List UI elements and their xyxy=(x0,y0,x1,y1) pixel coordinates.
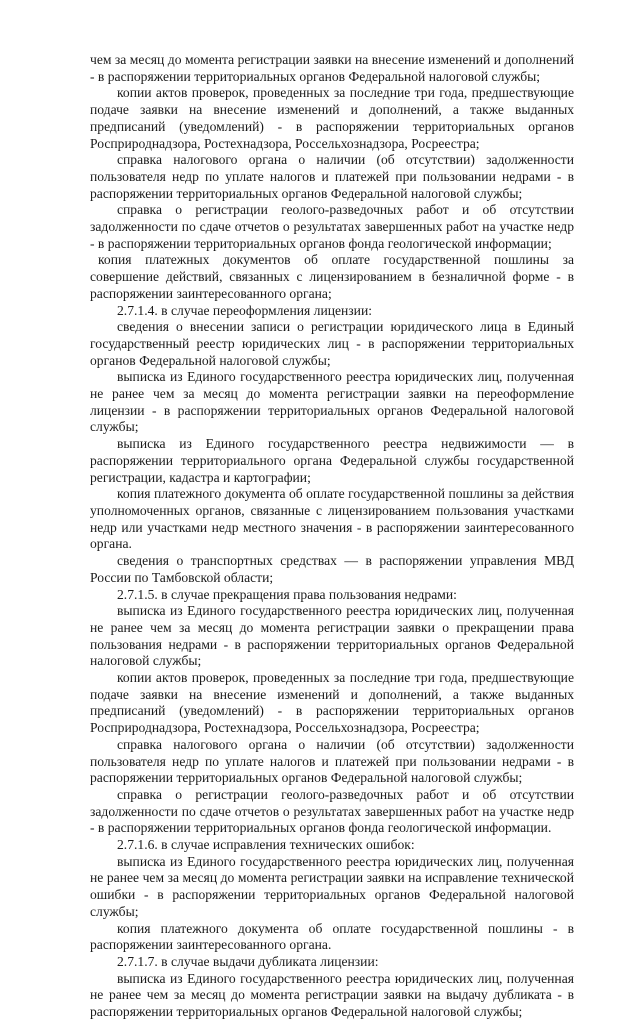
paragraph-1: чем за месяц до момента регистрации заявки на внесение изменений и дополнений - в распоряжении территориальных органов Федеральной налоговой службы; xyxy=(90,52,574,84)
paragraph-19: копия платежного документа об оплате государственной пошлины - в распоряжении заинтересованного органа. xyxy=(90,920,574,953)
paragraph-18: выписка из Единого государственного реестра юридических лиц, полученная не ранее чем за месяц до момента регистрации заявки на исправление технической ошибки - в распоряжении территориальных органов Федеральной налоговой службы; xyxy=(90,853,574,919)
paragraph-21: выписка из Единого государственного реестра юридических лиц, полученная не ранее чем за месяц до момента регистрации заявки на выдачу дубликата - в распоряжении территориальных органов Федеральной налоговой службы; xyxy=(90,970,574,1020)
paragraph-14: копии актов проверок, проведенных за последние три года, предшествующие подаче заявки на внесение изменений и дополнений, а также выданных предписаний (уведомлений) - в распоряжении территориальных органов Росприроднадзора, Ростехнадзора, Россельхознадзора, Росреестра; xyxy=(90,670,574,736)
paragraph-13: выписка из Единого государственного реестра юридических лиц, полученная не ранее чем за месяц до момента регистрации заявки о прекращении права пользования недрами - в распоряжении территориальных органов Федеральной налоговой службы; xyxy=(90,603,574,669)
paragraph-5: копия платежных документов об оплате государственной пошлины за совершение действий, связанных с лицензированием в безналичной форме - в распоряжении заинтересованного органа; xyxy=(90,252,574,301)
paragraph-15: справка налогового органа о наличии (об отсутствии) задолженности пользователя недр по уплате налогов и платежей при пользовании недрами - в распоряжении территориальных органов Федеральной налоговой службы; xyxy=(90,736,574,786)
section-heading-2-7-1-4: 2.7.1.4. в случае переоформления лицензии: xyxy=(117,302,373,318)
paragraph-9: выписка из Единого государственного реестра недвижимости — в распоряжении территориального органа Федеральной службы государственной регистрации, кадастра и картографии; xyxy=(90,436,574,485)
paragraph-2: копии актов проверок, проведенных за последние три года, предшествующие подаче заявки на внесение изменений и дополнений, а также выданных предписаний (уведомлений) - в распоряжении территориальных органов Росприроднадзора, Ростехнадзора, Россельхознадзора, Росреестра; xyxy=(90,85,574,151)
paragraph-11: сведения о транспортных средствах — в распоряжении управления МВД России по Тамбовской области; xyxy=(90,553,574,585)
paragraph-7: сведения о внесении записи о регистрации юридического лица в Единый государственный реестр юридических лиц - в распоряжении территориальных органов Федеральной налоговой службы; xyxy=(90,319,574,368)
section-heading-2-7-1-7: 2.7.1.7. в случае выдачи дубликата лицензии: xyxy=(117,953,379,969)
paragraph-16: справка о регистрации геолого-разведочных работ и об отсутствии задолженности по сдаче отчетов о результатах завершенных работ на участке недр - в распоряжении территориальных органов фонда геологической информации. xyxy=(90,786,574,836)
section-heading-2-7-1-6: 2.7.1.6. в случае исправления технических ошибок: xyxy=(117,837,415,853)
paragraph-4: справка о регистрации геолого-разведочных работ и об отсутствии задолженности по сдаче отчетов о результатах завершенных работ на участке недр - в распоряжении территориальных органов фонда геологической информации; xyxy=(90,202,574,251)
section-heading-2-7-1-5: 2.7.1.5. в случае прекращения права пользования недрами: xyxy=(117,586,457,602)
document-body xyxy=(90,52,574,1021)
paragraph-3: справка налогового органа о наличии (об отсутствии) задолженности пользователя недр по уплате налогов и платежей при пользовании недрами - в распоряжении территориальных органов Федеральной налоговой службы; xyxy=(90,152,574,201)
paragraph-8: выписка из Единого государственного реестра юридических лиц, полученная не ранее чем за месяц до момента регистрации заявки на переоформление лицензии - в распоряжении территориальных органов Федеральной налоговой службы; xyxy=(90,369,574,435)
paragraph-10: копия платежного документа об оплате государственной пошлины за действия уполномоченных органов, связанные с лицензированием пользования участками недр или участками недр местного значения - в распоряжении заинтересованного органа. xyxy=(90,486,574,552)
